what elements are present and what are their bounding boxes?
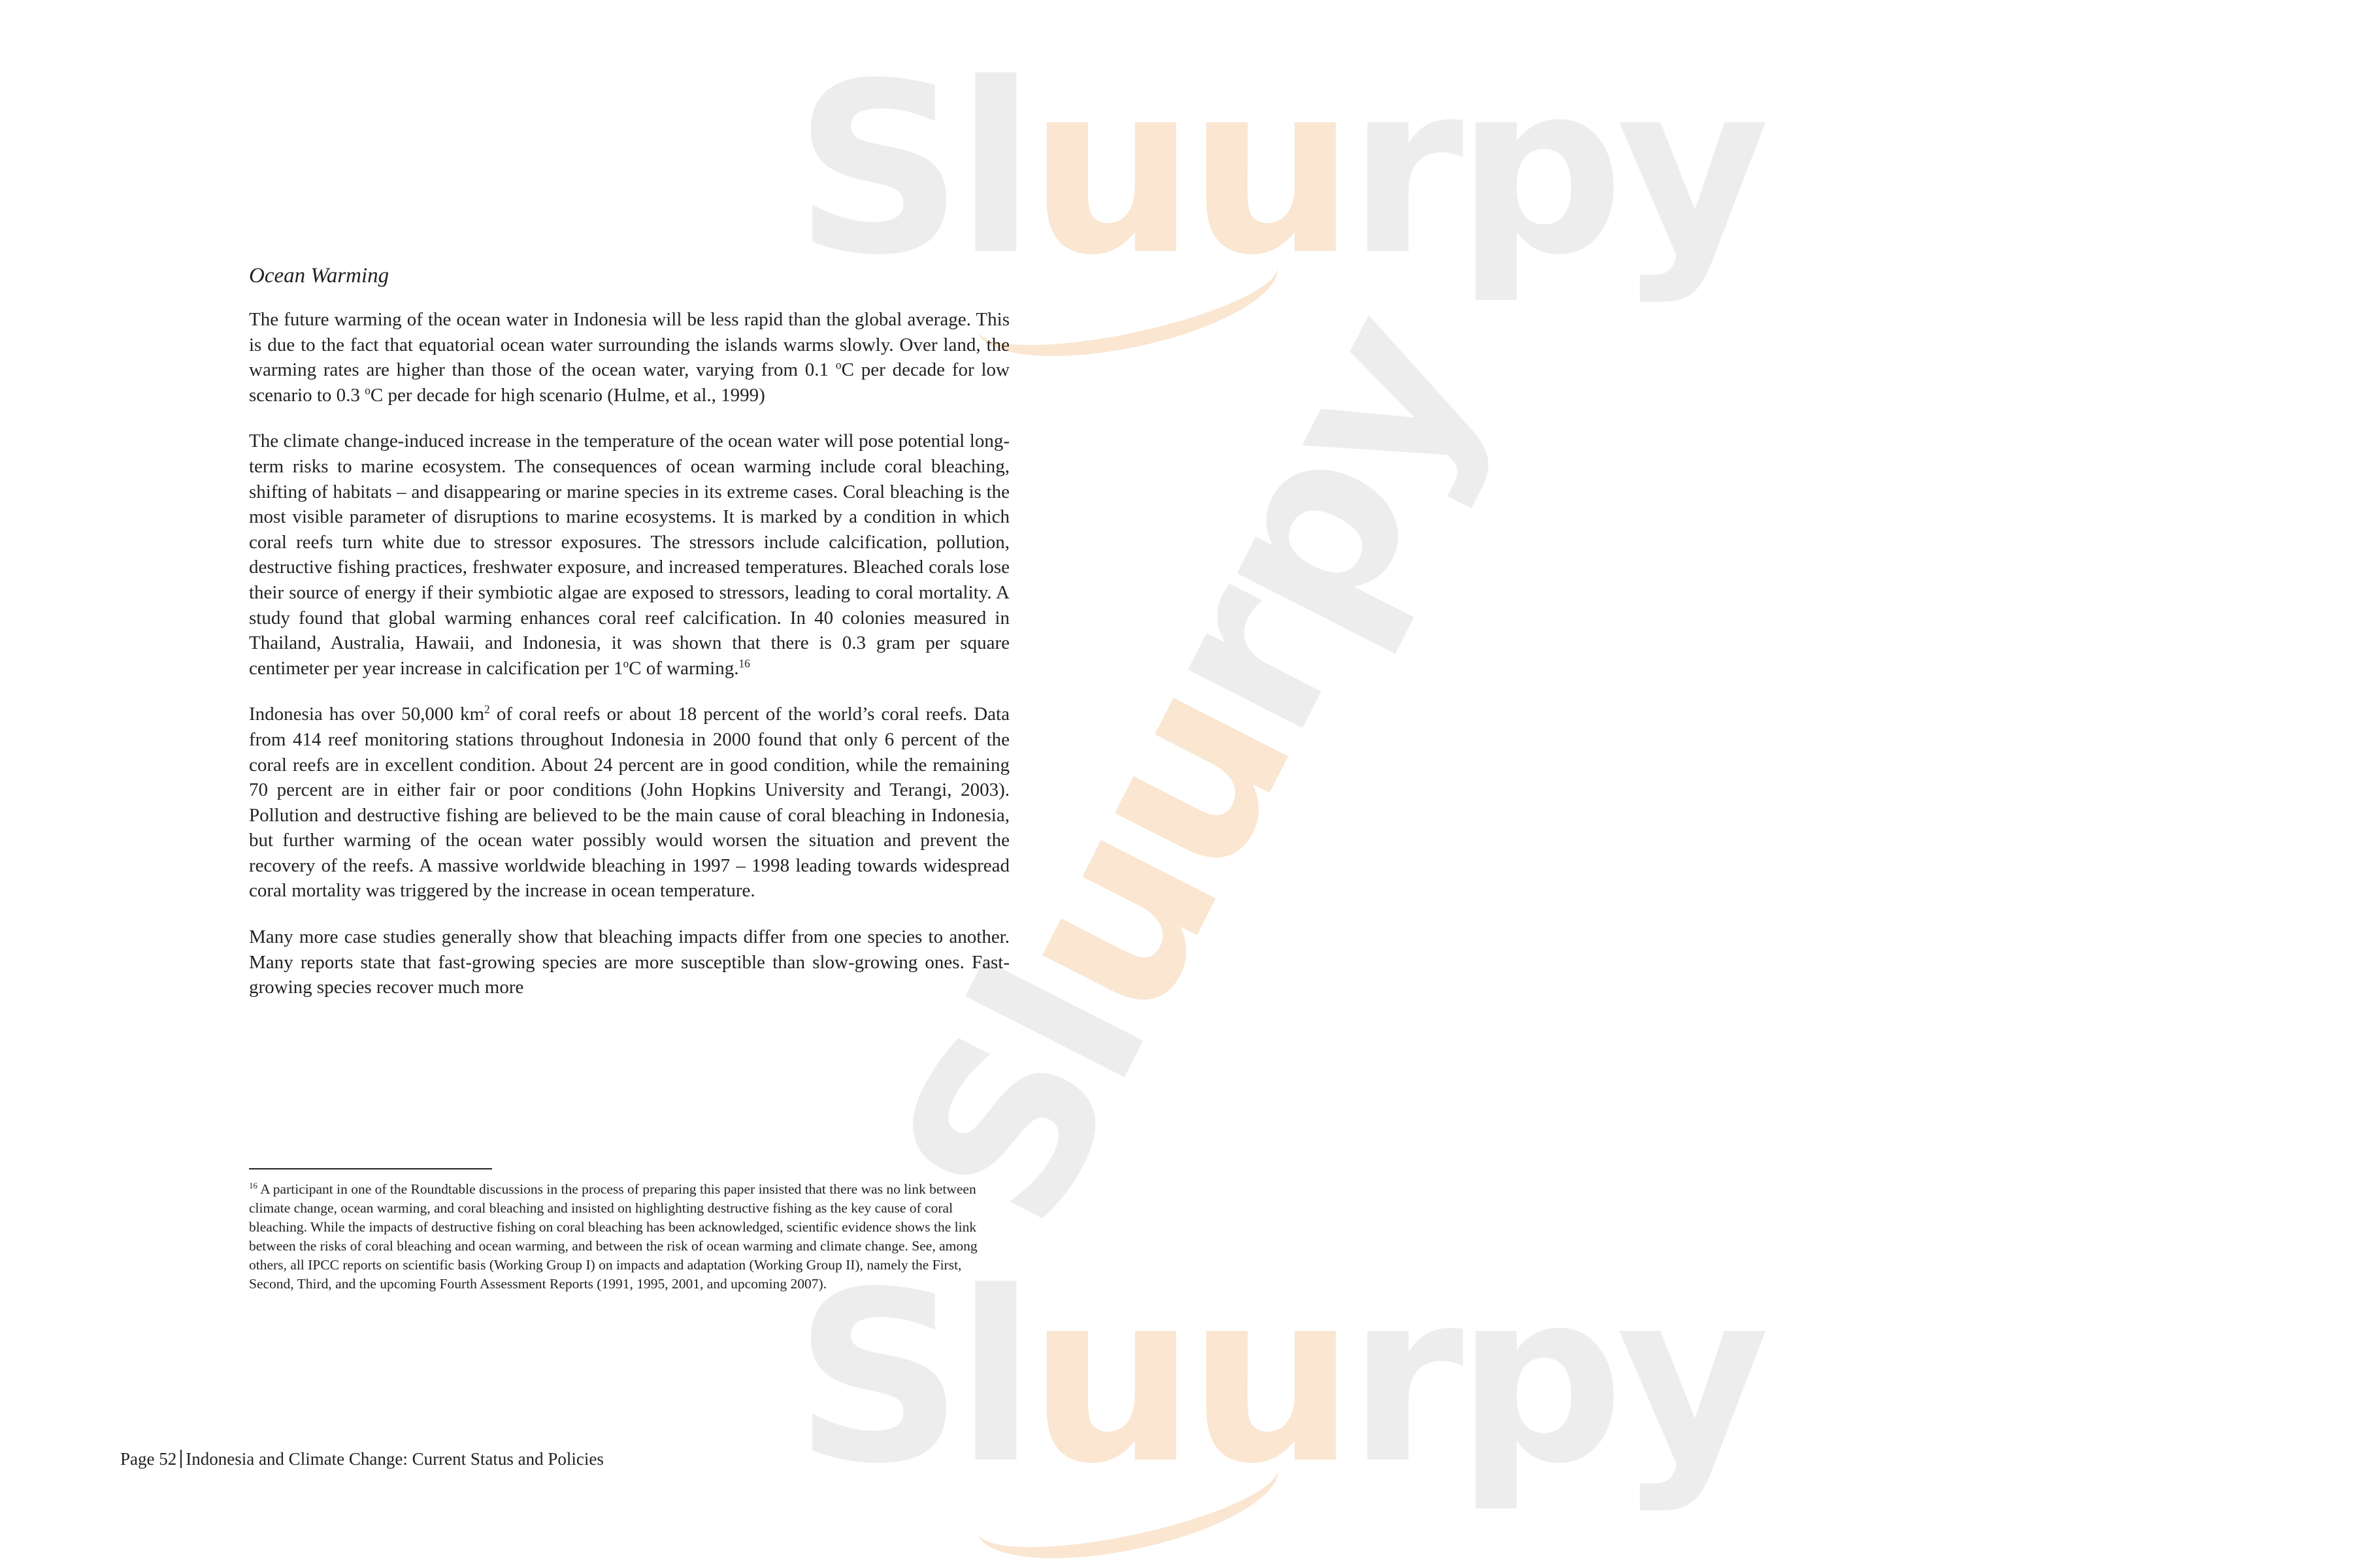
paragraph-coral-bleaching: The climate change-induced increase in the temperature of the ocean water will pose potential long-term risks to marine ecosystem. The consequences of ocean warming include coral bleaching, shifting of habitats – and disappearing or marine species in its extreme cases. Coral bleaching is the most visible parameter of disruptions to marine ecosystems. It is marked by a condition in which coral reefs turn white due to stressor exposures. The stressors include calcification, pollution, destructive fishing practices, freshwater exposure, and increased temperatures. Bleached corals lose their source of energy if their symbiotic algae are exposed to stressors, leading to coral mortality. A study found that global warming enhances coral reef calcification. In 40 colonies measured in Thailand, Australia, Hawaii, and Indonesia, it was shown that there is 0.3 gram per square centimeter per year increase in calcification per 1$^o$C of warming.$^{16}$ xyxy=(249,431,1010,679)
paragraph-indonesia-reefs: Indonesia has over 50,000 $km^2$ of coral reefs or about 18 percent of the world’s coral reefs. Data from 414 reef monitoring stations throughout Indonesia in 2000 found that only 6 percent of the coral reefs are in excellent condition. About 24 percent are in good condition, while the remaining 70 percent are in either fair or poor conditions (John Hopkins University and Terangi, 2003). Pollution and destructive fishing are believed to be the main cause of coral bleaching in Indonesia, but further warming of the ocean water possibly would worsen the situation and prevent the recovery of the reefs. A massive worldwide bleaching in 1997 – 1998 leading towards widespread coral mortality was triggered by the increase in ocean temperature. xyxy=(249,702,1010,902)
footnote-text: A participant in one of the Roundtable discussions in the process of preparing this paper insisted that there was no link between climate change, ocean warming, and coral bleaching and insisted on highlighting destructive fishing as the key cause of coral bleaching. While the impacts of destructive fishing on coral bleaching has been acknowledged, scientific evidence shows the link between the risks of coral bleaching and ocean warming, and between the risk of ocean warming and climate change. See, among others, all IPCC reports on scientific basis (Working Group I) on impacts and adaptation (Working Group II), namely the First, Second, Third, and the upcoming Fourth Assessment Reports (1991, 1995, 2001, and upcoming 2007). xyxy=(249,1181,978,1292)
footer-separator xyxy=(180,1450,182,1468)
paragraph-ocean-warming-rate: The future warming of the ocean water in Indonesia will be less rapid than the global average. This is due to the fact that equatorial ocean water surrounding the islands warms slowly. Over land, the warming rates are higher than those of the ocean water, varying from 0.1 $^o$C per decade for low scenario to 0.3 $^o$C per decade for high scenario (Hulme, et al., 1999) xyxy=(249,309,1010,406)
footnote xyxy=(249,1180,1010,1294)
footnote-number: 16 xyxy=(249,1181,257,1190)
document-title: Indonesia and Climate Change: Current Status and Policies xyxy=(186,1449,604,1469)
page-number: Page 52 xyxy=(120,1449,177,1469)
main-content xyxy=(249,263,1010,1000)
page-footer xyxy=(120,1449,604,1469)
watermark-logo-bottom: Sluurpy xyxy=(794,1241,1762,1515)
paragraph-species-differences: Many more case studies generally show that bleaching impacts differ from one species to another. Many reports state that fast-growing species are more susceptible than slow-growing ones. Fast-growing species recover much more xyxy=(249,926,1010,998)
section-heading: Ocean Warming xyxy=(249,264,389,287)
watermark-logo-top: Sluurpy xyxy=(794,33,1762,306)
footnote-reference[interactable]: 16 xyxy=(738,657,750,670)
watermark-logo-diagonal: Sluurpy xyxy=(848,277,1532,1264)
footnote-divider xyxy=(249,1168,492,1169)
